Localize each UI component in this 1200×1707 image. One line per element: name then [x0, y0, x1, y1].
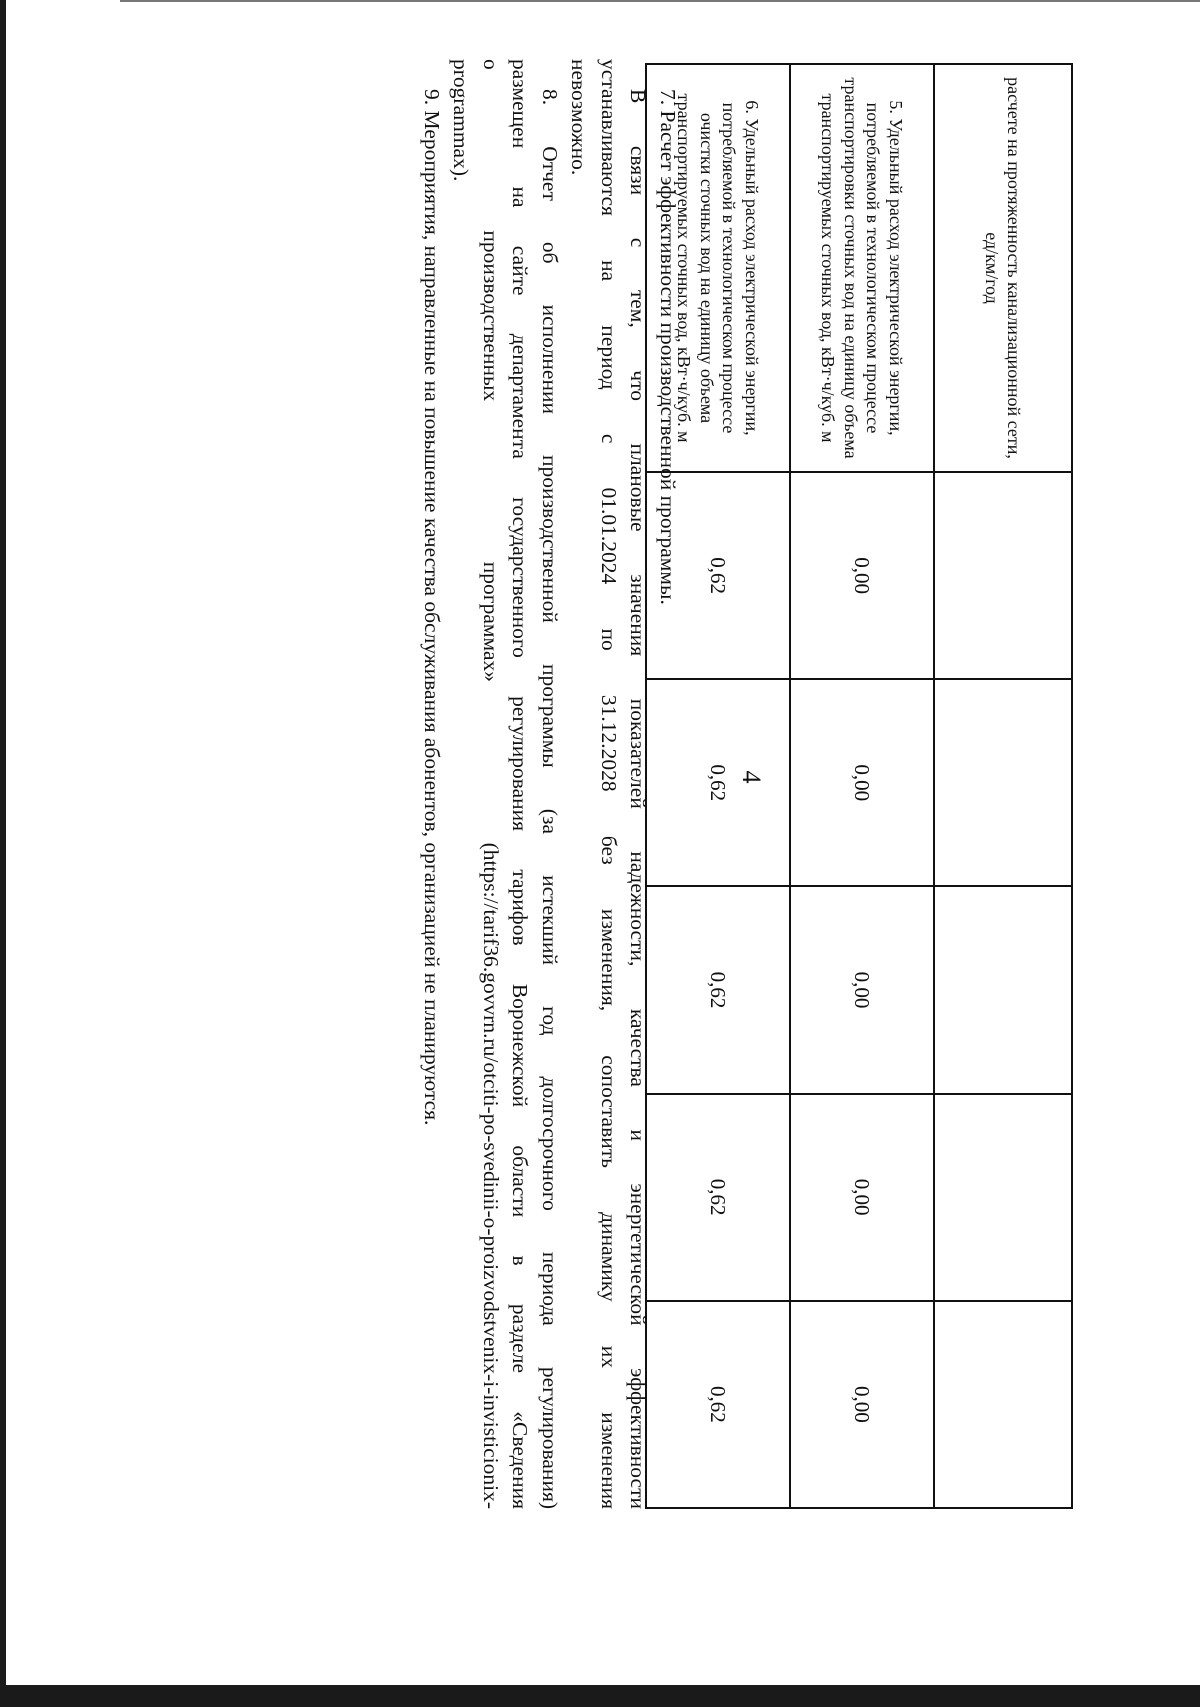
table-row-label: 6. Удельный расход электрической энергии, потребляемой в технологическом процессе очистки сточных вод на единицу объема транспортируемых сточных вод, кВт·ч/куб. м [646, 64, 790, 472]
section-8-link-line: о производственных программах» (https://tarif36.govvrn.ru/otciti-po-svedinii-o-proizvodstvenix-i-invisticionix- [479, 59, 503, 1509]
table-cell: 0,00 [790, 886, 934, 1093]
table-cell: 0,00 [790, 1301, 934, 1508]
table-cell [934, 886, 1072, 1093]
section-7-line: устанавливаются на период с 01.01.2024 по 31.12.2028 без изменения, сопоставить динамику их изменения [597, 59, 621, 1509]
rotated-page-content [100, 0, 1100, 1707]
table-cell: 0,00 [790, 1094, 934, 1301]
section-7-heading: 7. Расчет эффективности производственной программы. [656, 89, 680, 605]
section-7-line: невозможно. [567, 59, 592, 176]
table-cell [934, 679, 1072, 886]
section-9-paragraph: 9. Мероприятия, направленные на повышение качества обслуживания абонентов, организацией не планируются. [420, 89, 444, 1126]
table-cell: 0,62 [646, 1301, 790, 1508]
body-text [417, 59, 683, 1509]
table-cell: 0,00 [790, 679, 934, 886]
page-number: 4 [737, 770, 766, 784]
table-row-label: 5. Удельный расход электрической энергии, потребляемой в технологическом процессе транспортировки сточных вод на единицу объема транспортируемых сточных вод, кВт·ч/куб. м [790, 64, 934, 472]
section-7-line: В связи с тем, что плановые значения показателей надежности, качества и энергетической эффективности [626, 89, 651, 1509]
table-row-label: расчете на протяженность канализационной сети, ед/км/год [934, 64, 1072, 472]
table-cell: 0,62 [646, 679, 790, 886]
scan-edge-left [0, 0, 6, 1707]
table-row [790, 64, 934, 1508]
section-8-line: 8. Отчет об исполнении производственной программы (за истекший год долгосрочного периода регулирования) [538, 89, 562, 1509]
section-8-line: размещен на сайте департамента государственного регулирования тарифов Воронежской области в разделе «Сведения [508, 59, 533, 1509]
indicators-table [645, 63, 1073, 1509]
table-cell: 0,00 [790, 472, 934, 679]
table-cell [934, 1301, 1072, 1508]
table-cell: 0,62 [646, 472, 790, 679]
section-8-line: programmax). [449, 59, 474, 182]
table-cell: 0,62 [646, 1094, 790, 1301]
table-cell [934, 1094, 1072, 1301]
table-row [934, 64, 1072, 1508]
table-cell: 0,62 [646, 886, 790, 1093]
table-cell [934, 472, 1072, 679]
